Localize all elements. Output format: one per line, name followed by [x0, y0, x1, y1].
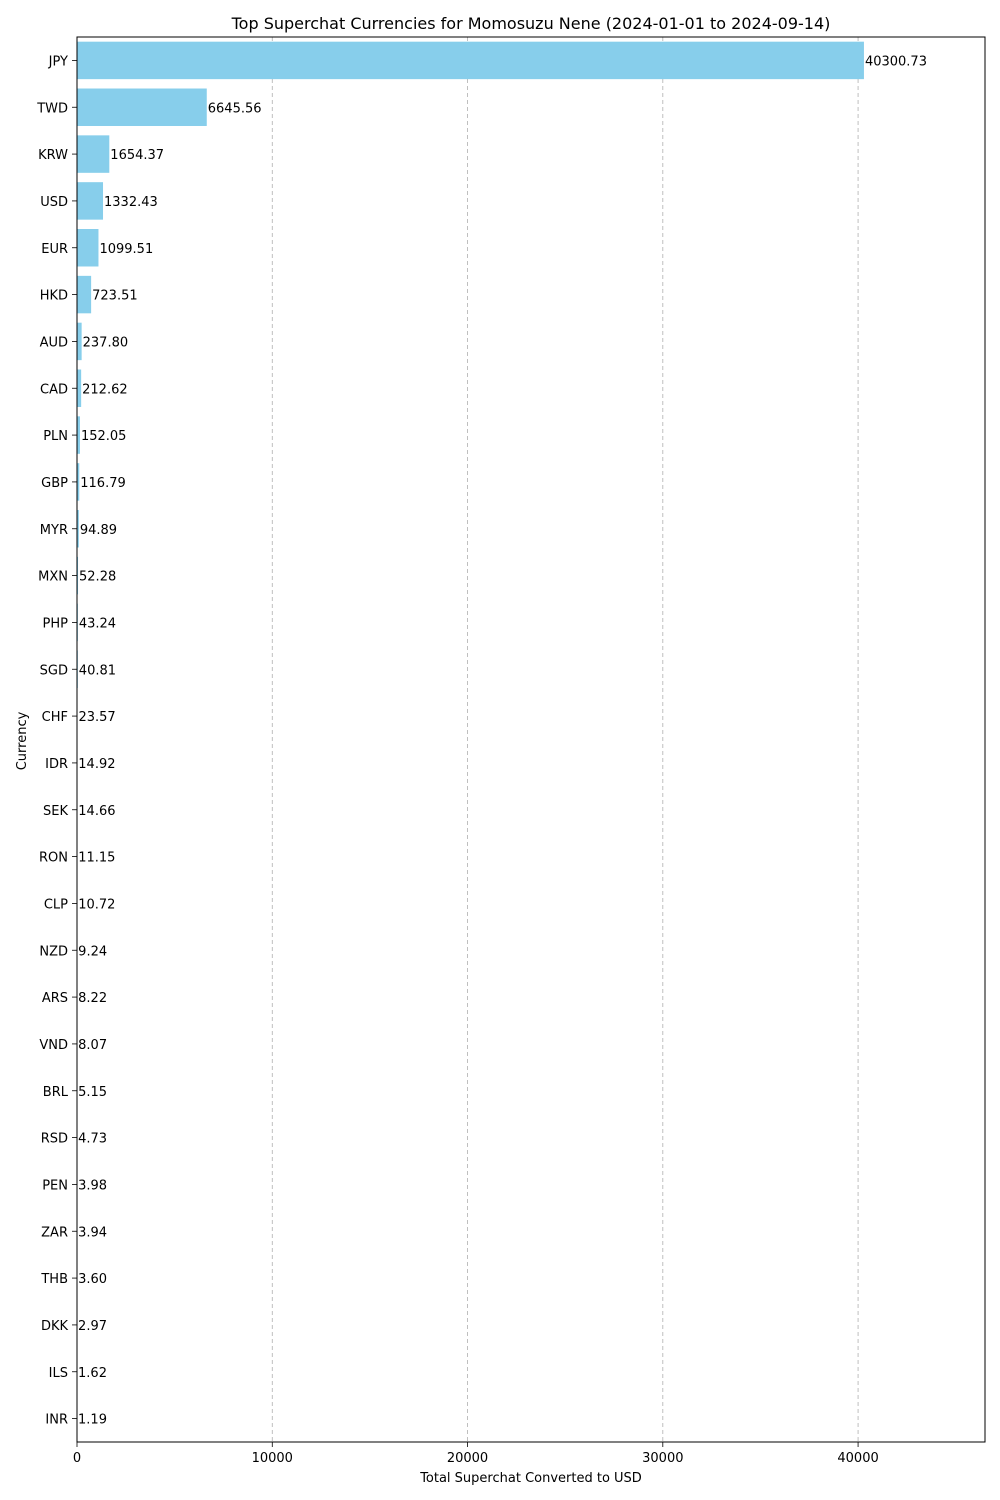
data-label-jpy: 40300.73	[864, 54, 927, 70]
bar-usd	[77, 182, 103, 219]
y-tick-label-sgd: SGD	[39, 663, 68, 679]
data-label-ils: 1.62	[78, 1365, 107, 1381]
bar-cad	[77, 370, 81, 407]
y-tick-label-dkk: DKK	[40, 1318, 68, 1334]
bar-eur	[77, 229, 98, 266]
y-tick-label-nzd: NZD	[39, 944, 68, 960]
y-tick-label-gbp: GBP	[41, 475, 68, 491]
bars-layer	[77, 42, 864, 1438]
data-label-twd: 6645.56	[207, 101, 262, 117]
data-label-ars: 8.22	[78, 991, 108, 1007]
y-tick-label-pen: PEN	[42, 1178, 68, 1194]
y-tick-label-eur: EUR	[41, 241, 68, 257]
x-tick-label: 20000	[446, 1451, 489, 1466]
y-tick-label-mxn: MXN	[38, 569, 68, 585]
grid-layer	[77, 37, 858, 1442]
data-label-cad: 212.62	[82, 382, 128, 398]
data-label-pln: 152.05	[80, 429, 127, 445]
y-tick-label-pln: PLN	[43, 429, 68, 445]
y-tick-label-sek: SEK	[43, 803, 68, 819]
y-axis-label: Currency	[15, 711, 30, 771]
data-label-ron: 11.15	[78, 850, 116, 866]
y-tick-label-ils: ILS	[48, 1365, 68, 1381]
data-label-brl: 5.15	[78, 1084, 108, 1100]
data-label-sgd: 40.81	[78, 663, 117, 679]
data-label-mxn: 52.28	[79, 569, 117, 585]
data-label-dkk: 2.97	[78, 1318, 108, 1334]
y-tick-label-cad: CAD	[40, 382, 68, 398]
y-tick-label-rsd: RSD	[40, 1131, 68, 1147]
y-tick-label-vnd: VND	[39, 1037, 68, 1053]
data-label-usd: 1332.43	[104, 194, 158, 210]
data-label-zar: 3.94	[78, 1225, 108, 1241]
data-label-nzd: 9.24	[78, 944, 108, 960]
data-label-pen: 3.98	[78, 1178, 108, 1194]
y-tick-label-jpy: JPY	[48, 54, 68, 70]
x-tick-label: 30000	[642, 1451, 684, 1466]
data-label-thb: 3.60	[78, 1272, 108, 1288]
y-tick-label-zar: ZAR	[41, 1225, 68, 1241]
y-tick-label-inr: INR	[45, 1412, 68, 1428]
chart-title: Top Superchat Currencies for Momosuzu Nene (2024-01-01 to 2024-09-14)	[231, 14, 831, 33]
y-tick-label-myr: MYR	[39, 522, 68, 538]
data-label-sek: 14.66	[78, 803, 116, 819]
x-tick-label: 10000	[251, 1451, 293, 1466]
y-tick-label-usd: USD	[40, 194, 68, 210]
data-label-eur: 1099.51	[99, 241, 154, 257]
data-label-myr: 94.89	[79, 522, 118, 538]
y-tick-label-krw: KRW	[38, 148, 68, 164]
plot-frame	[77, 37, 985, 1442]
bar-jpy	[77, 42, 864, 79]
data-label-inr: 1.19	[78, 1412, 107, 1428]
y-tick-label-clp: CLP	[43, 897, 68, 913]
axes-layer	[36, 37, 985, 1466]
bar-krw	[77, 135, 109, 172]
y-tick-label-thb: THB	[41, 1272, 68, 1288]
data-label-krw: 1654.37	[110, 148, 165, 164]
data-label-vnd: 8.07	[78, 1037, 108, 1053]
y-tick-label-twd: TWD	[37, 101, 68, 117]
data-label-chf: 23.57	[78, 710, 116, 726]
y-tick-label-ron: RON	[39, 850, 68, 866]
data-label-gbp: 116.79	[80, 475, 126, 491]
y-tick-label-brl: BRL	[42, 1084, 68, 1100]
data-label-php: 43.24	[78, 616, 117, 632]
data-label-hkd: 723.51	[92, 288, 138, 304]
y-tick-label-aud: AUD	[39, 335, 68, 351]
data-label-rsd: 4.73	[78, 1131, 108, 1147]
y-tick-label-chf: CHF	[41, 710, 68, 726]
y-tick-label-idr: IDR	[45, 756, 68, 772]
y-tick-label-hkd: HKD	[39, 288, 68, 304]
data-label-clp: 10.72	[78, 897, 116, 913]
bar-aud	[77, 323, 82, 360]
x-tick-label: 40000	[837, 1451, 879, 1466]
y-tick-label-php: PHP	[42, 616, 68, 632]
data-label-aud: 237.80	[82, 335, 129, 351]
bar-hkd	[77, 276, 91, 313]
x-axis-label: Total Superchat Converted to USD	[420, 1471, 642, 1486]
data-labels-layer	[78, 54, 927, 1427]
bar-twd	[77, 89, 207, 126]
x-tick-label: 0	[72, 1451, 82, 1466]
y-tick-label-ars: ARS	[41, 991, 68, 1007]
data-label-idr: 14.92	[78, 756, 116, 772]
